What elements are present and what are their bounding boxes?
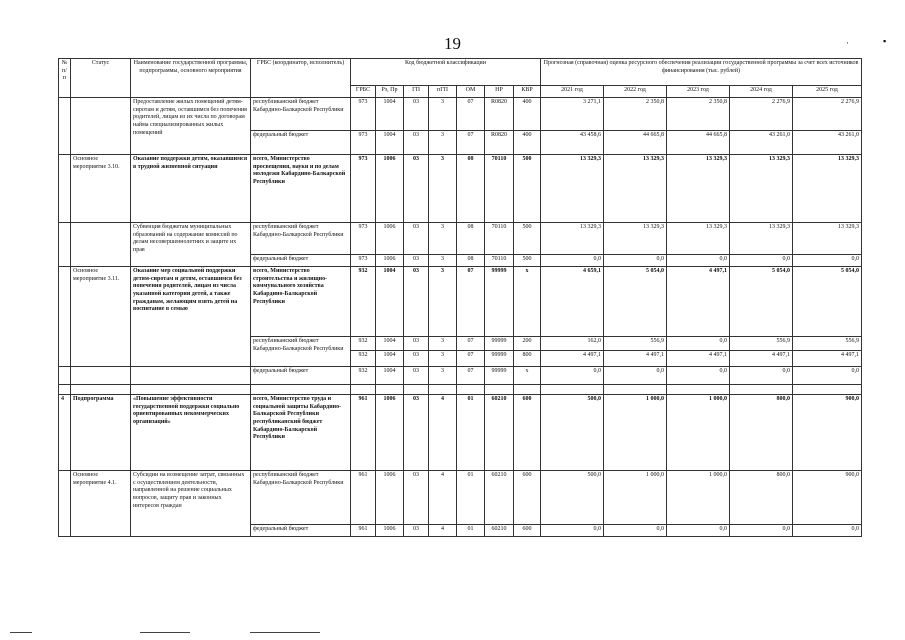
- code-cell: 99999: [485, 337, 514, 351]
- code-cell: 03: [404, 367, 429, 385]
- code-cell: 01: [457, 471, 485, 525]
- code-cell: 01: [457, 525, 485, 537]
- header-sub: пГП: [429, 86, 457, 98]
- header-sub: НР: [485, 86, 514, 98]
- code-cell: 3: [429, 367, 457, 385]
- code-cell: 70110: [485, 255, 514, 267]
- row-status: Основное мероприятие 3.10.: [71, 155, 131, 223]
- budget-table: [58, 58, 862, 537]
- code-cell: 1004: [376, 267, 404, 337]
- value-cell: 0,0: [793, 525, 862, 537]
- value-cell: 500,0: [541, 395, 604, 471]
- footer-rule: [140, 632, 190, 633]
- code-cell: 03: [404, 223, 429, 255]
- value-cell: 0,0: [604, 367, 667, 385]
- value-cell: 13 329,3: [604, 223, 667, 255]
- page-number: 19: [444, 34, 461, 53]
- value-cell: 0,0: [604, 255, 667, 267]
- scan-mark: ▪: [883, 36, 887, 46]
- value-cell: 4 497,1: [667, 267, 730, 337]
- header-year: 2021 год: [541, 86, 604, 98]
- code-cell: 70110: [485, 223, 514, 255]
- code-cell: 500: [514, 223, 541, 255]
- value-cell: 2 350,8: [604, 98, 667, 131]
- row-name: Субсидии на возмещение затрат, связанных с осуществлением деятельности, направленной на решение социальных вопросов, защиту прав и законных интересов граждан: [131, 471, 251, 537]
- row-exec: федеральный бюджет: [251, 367, 351, 385]
- value-cell: 43 261,0: [793, 131, 862, 155]
- code-cell: 03: [404, 471, 429, 525]
- code-cell: 08: [457, 155, 485, 223]
- value-cell: 0,0: [667, 525, 730, 537]
- value-cell: 0,0: [730, 525, 793, 537]
- value-cell: 13 329,3: [667, 223, 730, 255]
- table-row: [59, 367, 862, 385]
- value-cell: 5 054,0: [604, 267, 667, 337]
- code-cell: 03: [404, 155, 429, 223]
- value-cell: 556,9: [793, 337, 862, 351]
- value-cell: 4 497,1: [604, 351, 667, 367]
- footer-rule: [250, 632, 320, 633]
- code-cell: 03: [404, 525, 429, 537]
- header-forecast: Прогнозная (справочная) оценка ресурсного обеспечения реализации государственной программы за счет всех источников финансирования (тыс. рублей): [541, 59, 862, 86]
- value-cell: 900,0: [793, 471, 862, 525]
- code-cell: 400: [514, 131, 541, 155]
- value-cell: 1 000,0: [667, 395, 730, 471]
- row-exec: федеральный бюджет: [251, 131, 351, 155]
- value-cell: 13 329,3: [793, 155, 862, 223]
- code-cell: R0820: [485, 131, 514, 155]
- code-cell: 3: [429, 223, 457, 255]
- code-cell: 1006: [376, 155, 404, 223]
- value-cell: 800,0: [730, 395, 793, 471]
- value-cell: 1 000,0: [604, 471, 667, 525]
- table-spacer: [59, 385, 862, 395]
- code-cell: 4: [429, 395, 457, 471]
- code-cell: 60210: [485, 395, 514, 471]
- value-cell: 0,0: [667, 337, 730, 351]
- header-year: 2022 год: [604, 86, 667, 98]
- code-cell: R0820: [485, 98, 514, 131]
- code-cell: 3: [429, 155, 457, 223]
- header-sub: КВР: [514, 86, 541, 98]
- value-cell: 162,0: [541, 337, 604, 351]
- code-cell: 3: [429, 131, 457, 155]
- code-cell: 03: [404, 267, 429, 337]
- table-row: [59, 395, 862, 471]
- code-cell: 08: [457, 223, 485, 255]
- code-cell: 07: [457, 337, 485, 351]
- table-row: [59, 155, 862, 223]
- header-year: 2023 год: [667, 86, 730, 98]
- code-cell: 03: [404, 131, 429, 155]
- code-cell: 961: [351, 471, 376, 525]
- value-cell: 4 497,1: [730, 351, 793, 367]
- value-cell: 2 276,9: [793, 98, 862, 131]
- table-row: [59, 267, 862, 337]
- code-cell: 1006: [376, 255, 404, 267]
- value-cell: 4 497,1: [541, 351, 604, 367]
- code-cell: 07: [457, 131, 485, 155]
- code-cell: 932: [351, 367, 376, 385]
- code-cell: 1006: [376, 223, 404, 255]
- header-sub: ОМ: [457, 86, 485, 98]
- row-name: Субвенция бюджетам муниципальных образований на содержание комиссий по делам несовершеннолетних и защите их прав: [131, 223, 251, 267]
- code-cell: 973: [351, 223, 376, 255]
- row-exec: республиканский бюджет Кабардино-Балкарской Республики: [251, 223, 351, 255]
- code-cell: 200: [514, 337, 541, 351]
- row-name: «Повышение эффективности государственной поддержки социально ориентированных некоммерческих организаций»: [131, 395, 251, 471]
- value-cell: 4 659,1: [541, 267, 604, 337]
- code-cell: 973: [351, 255, 376, 267]
- value-cell: 0,0: [541, 367, 604, 385]
- value-cell: 1 000,0: [604, 395, 667, 471]
- value-cell: 44 665,8: [667, 131, 730, 155]
- code-cell: 1004: [376, 337, 404, 351]
- code-cell: 03: [404, 337, 429, 351]
- value-cell: 3 271,1: [541, 98, 604, 131]
- header-status: Статус: [71, 59, 131, 98]
- header-sub: ГРБС: [351, 86, 376, 98]
- value-cell: 13 329,3: [667, 155, 730, 223]
- value-cell: 0,0: [541, 255, 604, 267]
- code-cell: x: [514, 367, 541, 385]
- value-cell: 44 665,8: [604, 131, 667, 155]
- code-cell: 60210: [485, 525, 514, 537]
- code-cell: 932: [351, 351, 376, 367]
- value-cell: 0,0: [793, 367, 862, 385]
- value-cell: 900,0: [793, 395, 862, 471]
- code-cell: 1006: [376, 395, 404, 471]
- code-cell: 600: [514, 471, 541, 525]
- code-cell: 3: [429, 255, 457, 267]
- row-name: Предоставление жилых помещений детям-сиротам и детям, оставшимся без попечения родителей, лицам из их числа по договорам найма специализированных жилых помещений: [131, 98, 251, 155]
- value-cell: 13 329,3: [793, 223, 862, 255]
- row-name: Оказание поддержки детям, оказавшимся в трудной жизненной ситуации: [131, 155, 251, 223]
- value-cell: 13 329,3: [604, 155, 667, 223]
- value-cell: 0,0: [730, 255, 793, 267]
- code-cell: 1004: [376, 131, 404, 155]
- value-cell: 500,0: [541, 471, 604, 525]
- header-code: Код бюджетной классификации: [351, 59, 541, 86]
- value-cell: 13 329,3: [730, 223, 793, 255]
- code-cell: 932: [351, 337, 376, 351]
- value-cell: 556,9: [730, 337, 793, 351]
- row-exec: всего, Министерство труда и социальной защиты Кабардино-Балкарской Республики республиканский бюджет Кабардино-Балкарской Республики: [251, 395, 351, 471]
- code-cell: 99999: [485, 267, 514, 337]
- value-cell: 556,9: [604, 337, 667, 351]
- code-cell: 07: [457, 367, 485, 385]
- code-cell: 03: [404, 255, 429, 267]
- code-cell: x: [514, 267, 541, 337]
- code-cell: 973: [351, 131, 376, 155]
- row-name: Оказание мер социальной поддержки детям-сиротам и детям, оставшимся без попечения родителей, лицам из числа указанной категории детей, а также гражданам, желающим взять детей на воспитание в семью: [131, 267, 251, 367]
- code-cell: 99999: [485, 367, 514, 385]
- code-cell: 99999: [485, 351, 514, 367]
- value-cell: 5 054,0: [730, 267, 793, 337]
- table-row: [59, 98, 862, 131]
- code-cell: 1004: [376, 351, 404, 367]
- row-num: 4: [59, 395, 71, 471]
- code-cell: 800: [514, 351, 541, 367]
- row-exec: федеральный бюджет: [251, 255, 351, 267]
- value-cell: 13 329,3: [541, 155, 604, 223]
- code-cell: 70110: [485, 155, 514, 223]
- header-name: Наименование государственной программы, подпрограммы, основного мероприятия: [131, 59, 251, 98]
- code-cell: 1006: [376, 525, 404, 537]
- value-cell: 5 054,0: [793, 267, 862, 337]
- code-cell: 961: [351, 525, 376, 537]
- value-cell: 0,0: [667, 255, 730, 267]
- code-cell: 4: [429, 525, 457, 537]
- value-cell: 0,0: [793, 255, 862, 267]
- code-cell: 3: [429, 98, 457, 131]
- value-cell: 1 000,0: [667, 471, 730, 525]
- table-row: [59, 471, 862, 525]
- row-status: Основное мероприятие 4.1.: [71, 471, 131, 537]
- code-cell: 01: [457, 395, 485, 471]
- header-num: № п/п: [59, 59, 71, 98]
- table-row: [59, 223, 862, 255]
- code-cell: 3: [429, 267, 457, 337]
- code-cell: 600: [514, 395, 541, 471]
- scan-mark: ·: [846, 38, 849, 48]
- code-cell: 08: [457, 255, 485, 267]
- row-exec: всего, Министерство строительства и жилищно-коммунального хозяйства Кабардино-Балкарской Республики: [251, 267, 351, 337]
- code-cell: 973: [351, 98, 376, 131]
- value-cell: 4 497,1: [793, 351, 862, 367]
- code-cell: 1004: [376, 367, 404, 385]
- code-cell: 03: [404, 351, 429, 367]
- row-exec: республиканский бюджет Кабардино-Балкарской Республики: [251, 471, 351, 525]
- code-cell: 03: [404, 98, 429, 131]
- code-cell: 3: [429, 337, 457, 351]
- code-cell: 60210: [485, 471, 514, 525]
- header-year: 2025 год: [793, 86, 862, 98]
- header-year: 2024 год: [730, 86, 793, 98]
- code-cell: 961: [351, 395, 376, 471]
- code-cell: 4: [429, 471, 457, 525]
- code-cell: 500: [514, 255, 541, 267]
- row-exec: республиканский бюджет Кабардино-Балкарской Республики: [251, 98, 351, 131]
- row-status: Основное мероприятие 3.11.: [71, 267, 131, 367]
- code-cell: 07: [457, 351, 485, 367]
- value-cell: 4 497,1: [667, 351, 730, 367]
- row-exec: всего, Министерство просвещения, науки и по делам молодежи Кабардино-Балкарской Республики: [251, 155, 351, 223]
- value-cell: 0,0: [541, 525, 604, 537]
- row-exec: федеральный бюджет: [251, 525, 351, 537]
- header-grbs: ГРБС (координатор, исполнитель): [251, 59, 351, 98]
- value-cell: 800,0: [730, 471, 793, 525]
- code-cell: 3: [429, 351, 457, 367]
- code-cell: 1006: [376, 471, 404, 525]
- code-cell: 932: [351, 267, 376, 337]
- code-cell: 400: [514, 98, 541, 131]
- code-cell: 1004: [376, 98, 404, 131]
- code-cell: 07: [457, 267, 485, 337]
- code-cell: 500: [514, 155, 541, 223]
- value-cell: 43 261,0: [730, 131, 793, 155]
- value-cell: 2 350,8: [667, 98, 730, 131]
- code-cell: 973: [351, 155, 376, 223]
- code-cell: 600: [514, 525, 541, 537]
- code-cell: 07: [457, 98, 485, 131]
- value-cell: 0,0: [730, 367, 793, 385]
- value-cell: 43 458,6: [541, 131, 604, 155]
- value-cell: 2 276,9: [730, 98, 793, 131]
- header-sub: Рз, Пр: [376, 86, 404, 98]
- value-cell: 13 329,3: [541, 223, 604, 255]
- row-exec: республиканский бюджет Кабардино-Балкарской Республики: [251, 337, 351, 367]
- value-cell: 0,0: [604, 525, 667, 537]
- footer-rule: [10, 632, 32, 633]
- value-cell: 13 329,3: [730, 155, 793, 223]
- code-cell: 03: [404, 395, 429, 471]
- header-sub: ГП: [404, 86, 429, 98]
- row-status: Подпрограмма: [71, 395, 131, 471]
- value-cell: 0,0: [667, 367, 730, 385]
